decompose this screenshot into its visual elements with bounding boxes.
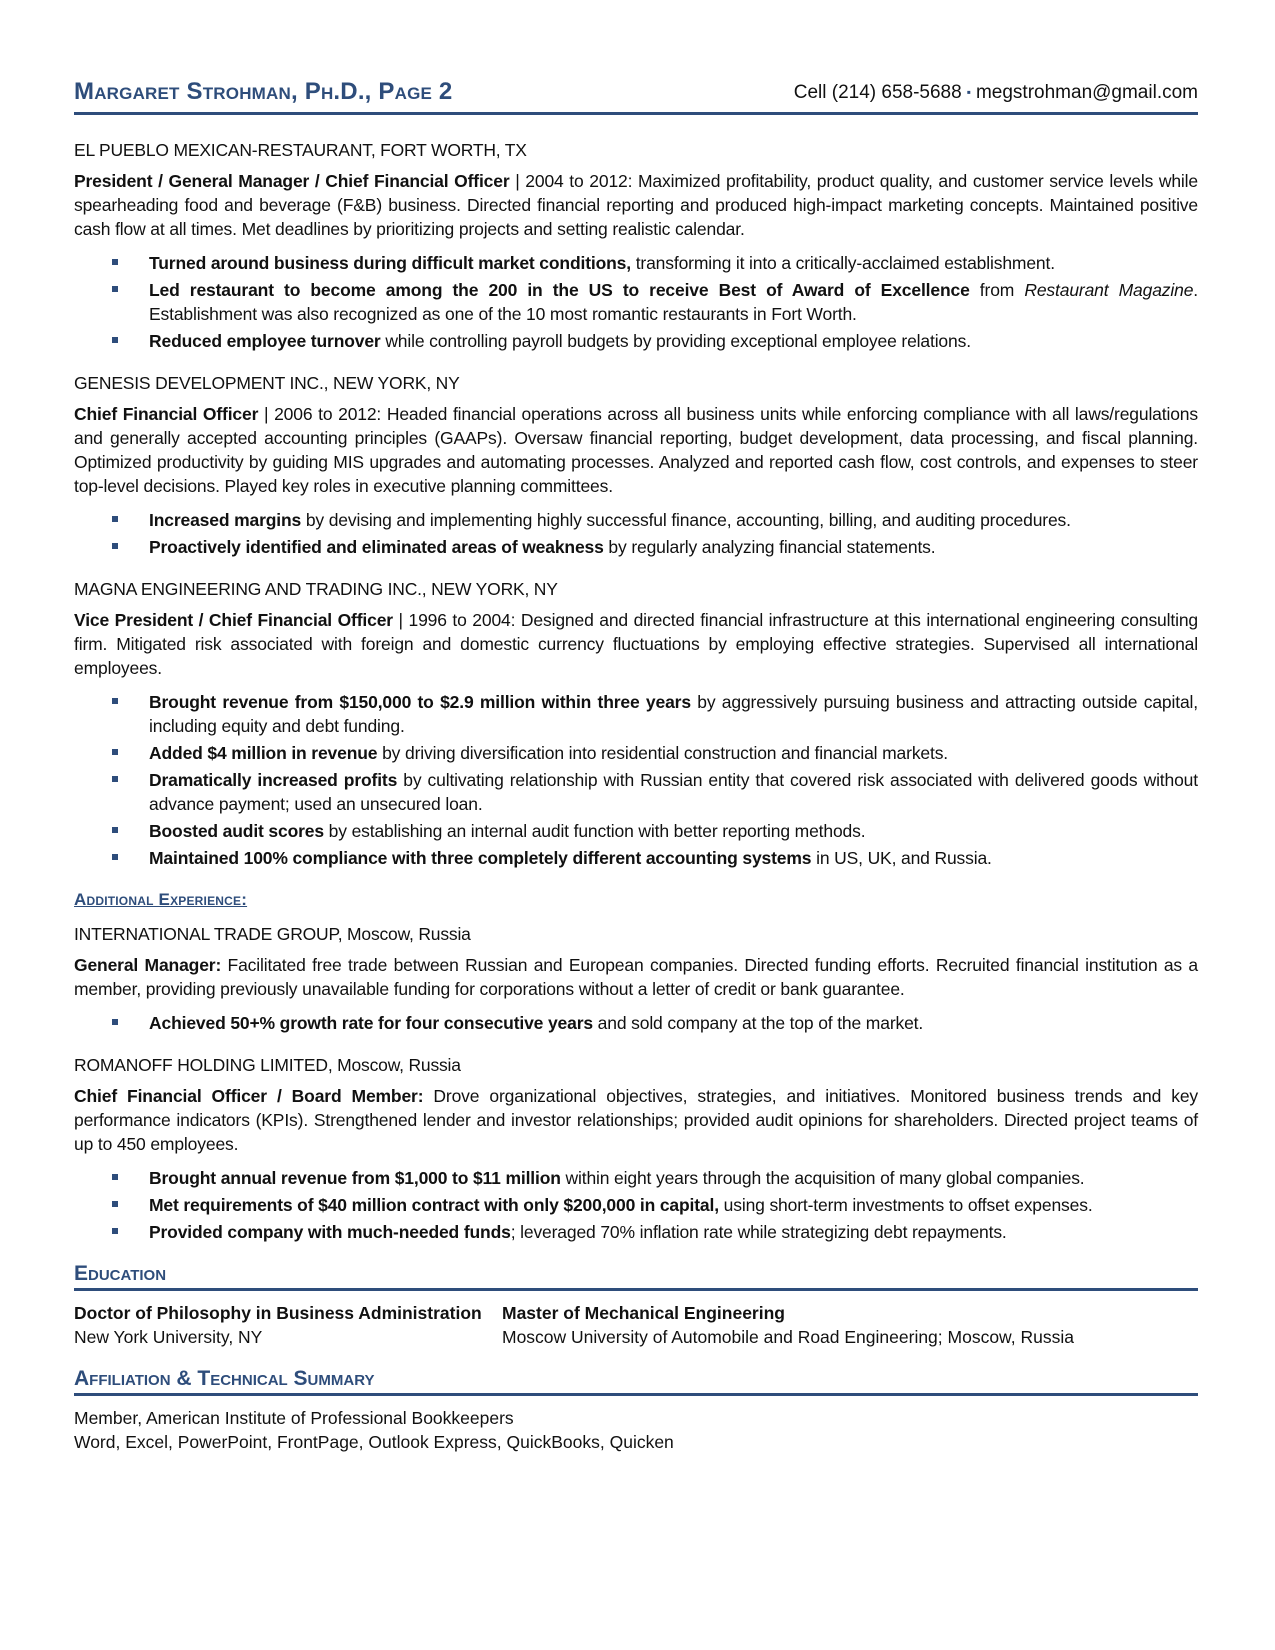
list-item: Led restaurant to become among the 200 in the US to receive Best of Award of Excellence from Restaurant Magazine. Establishment was also recognized as one of the 10 most romantic restaurants in Fort Worth. xyxy=(74,278,1198,326)
square-bullet-icon xyxy=(112,698,118,704)
square-bullet-icon xyxy=(112,286,118,292)
role-description: Vice President / Chief Financial Officer | 1996 to 2004: Designed and directed financial infrastructure at this international engineering consulting firm. Mitigated risk associated with foreign and domestic currency fluctuations by employing effective strategies. Supervised all international employees. xyxy=(74,610,1198,678)
square-bullet-icon xyxy=(112,1019,118,1025)
resume-content xyxy=(74,138,1198,1454)
section-subheading: Additional Experience: xyxy=(74,890,248,909)
list-item: Maintained 100% compliance with three completely different accounting systems in US, UK, and Russia. xyxy=(74,846,1198,870)
list-item: Added $4 million in revenue by driving diversification into residential construction and financial markets. xyxy=(74,741,1198,765)
list-item: Reduced employee turnover while controlling payroll budgets by providing exceptional employee relations. xyxy=(74,329,1198,353)
list-item: Dramatically increased profits by cultivating relationship with Russian entity that covered risk associated with delivered goods without advance payment; used an unsecured loan. xyxy=(74,768,1198,816)
email-address[interactable]: megstrohman@gmail.com xyxy=(975,82,1198,103)
achievement-list xyxy=(74,1166,1198,1244)
square-bullet-icon xyxy=(112,854,118,860)
education-list xyxy=(74,1301,1198,1349)
candidate-name: Margaret Strohman, Ph.D., Page 2 xyxy=(74,78,453,105)
additional-experience-section xyxy=(74,888,1198,1244)
experience-entry xyxy=(74,371,1198,559)
square-bullet-icon xyxy=(112,259,118,265)
experience-entry xyxy=(74,922,1198,1035)
square-bullet-icon xyxy=(112,1201,118,1207)
square-separator-icon: ▪ xyxy=(966,85,971,99)
company-name: MAGNA ENGINEERING AND TRADING INC., NEW YORK, NY xyxy=(74,579,558,599)
square-bullet-icon xyxy=(112,776,118,782)
role-summary: 2004 to 2012: Maximized profitability, product quality, and customer service levels while spearheading food and beverage (F&B) business. Directed financial reporting and produced high-impact marketing concepts. Maintained positive cash flow at all times. Met deadlines by prioritizing projects and setting realistic calendar. xyxy=(74,171,1198,239)
square-bullet-icon xyxy=(112,516,118,522)
section-title-affiliation: Affiliation & Technical Summary xyxy=(74,1367,1198,1396)
phone-number: Cell (214) 658-5688 xyxy=(793,82,962,103)
job-title: General Manager: xyxy=(74,955,222,975)
education-item xyxy=(74,1301,502,1349)
list-item: Met requirements of $40 million contract with only $200,000 in capital, using short-term investments to offset expenses. xyxy=(74,1193,1198,1217)
square-bullet-icon xyxy=(112,749,118,755)
section-title-education: Education xyxy=(74,1262,1198,1291)
education-item xyxy=(502,1301,1074,1349)
achievement-list xyxy=(74,690,1198,870)
role-description: President / General Manager / Chief Financial Officer | 2004 to 2012: Maximized profitability, product quality, and customer service levels while spearheading food and beverage (F&B) business. Directed financial reporting and produced high-impact marketing concepts. Maintained positive cash flow at all times. Met deadlines by prioritizing projects and setting realistic calendar. xyxy=(74,171,1198,239)
list-item: Achieved 50+% growth rate for four consecutive years and sold company at the top of the market. xyxy=(74,1011,1198,1035)
education-section xyxy=(74,1262,1198,1349)
achievement-list xyxy=(74,251,1198,353)
role-summary: Facilitated free trade between Russian and European companies. Directed funding efforts. Recruited financial institution as a member, providing previously unavailable funding for corporations without a letter of credit or bank guarantee. xyxy=(74,955,1198,999)
job-title: Vice President / Chief Financial Officer xyxy=(74,610,393,630)
achievement-list xyxy=(74,508,1198,559)
affiliation-line: Member, American Institute of Professional Bookkeepers xyxy=(74,1408,514,1428)
role-summary: 1996 to 2004: Designed and directed financial infrastructure at this international engineering consulting firm. Mitigated risk associated with foreign and domestic currency fluctuations by employing effective strategies. Supervised all international employees. xyxy=(74,610,1198,678)
list-item: Boosted audit scores by establishing an internal audit function with better reporting methods. xyxy=(74,819,1198,843)
square-bullet-icon xyxy=(112,337,118,343)
job-title: President / General Manager / Chief Financial Officer xyxy=(74,171,510,191)
job-title: Chief Financial Officer xyxy=(74,404,259,424)
job-title: Chief Financial Officer / Board Member: xyxy=(74,1086,424,1106)
technical-skills-line: Word, Excel, PowerPoint, FrontPage, Outlook Express, QuickBooks, Quicken xyxy=(74,1432,674,1452)
company-name: ROMANOFF HOLDING LIMITED, Moscow, Russia xyxy=(74,1055,461,1075)
company-name: INTERNATIONAL TRADE GROUP, Moscow, Russia xyxy=(74,924,471,944)
degree-name: Master of Mechanical Engineering xyxy=(502,1303,785,1323)
list-item: Increased margins by devising and implementing highly successful finance, accounting, billing, and auditing procedures. xyxy=(74,508,1198,532)
page-header xyxy=(74,76,1198,115)
square-bullet-icon xyxy=(112,827,118,833)
company-name: EL PUEBLO MEXICAN-RESTAURANT, FORT WORTH, TX xyxy=(74,140,527,160)
list-item: Turned around business during difficult market conditions, transforming it into a critically-acclaimed establishment. xyxy=(74,251,1198,275)
square-bullet-icon xyxy=(112,1228,118,1234)
achievement-list xyxy=(74,1011,1198,1035)
experience-entry xyxy=(74,138,1198,353)
role-description xyxy=(74,953,1198,1001)
role-summary: Drove organizational objectives, strategies, and initiatives. Monitored business trends and key performance indicators (KPIs). Strengthened lender and investor relationships; provided audit opinions for shareholders. Directed project teams of up to 450 employees. xyxy=(74,1086,1198,1154)
experience-entry xyxy=(74,1053,1198,1244)
list-item: Brought revenue from $150,000 to $2.9 million within three years by aggressively pursuing business and attracting outside capital, including equity and debt funding. xyxy=(74,690,1198,738)
role-description xyxy=(74,1084,1198,1156)
square-bullet-icon xyxy=(112,1174,118,1180)
school-name: Moscow University of Automobile and Road Engineering; Moscow, Russia xyxy=(502,1327,1074,1347)
list-item: Brought annual revenue from $1,000 to $11 million within eight years through the acquisition of many global companies. xyxy=(74,1166,1198,1190)
experience-entry xyxy=(74,577,1198,870)
degree-name: Doctor of Philosophy in Business Administration xyxy=(74,1303,482,1323)
company-name: GENESIS DEVELOPMENT INC., NEW YORK, NY xyxy=(74,373,460,393)
school-name: New York University, NY xyxy=(74,1327,263,1347)
contact-info xyxy=(794,82,1198,104)
role-summary: 2006 to 2012: Headed financial operations across all business units while enforcing compliance with all laws/regulations and generally accepted accounting principles (GAAPs). Oversaw financial reporting, budget development, data processing, and fiscal planning. Optimized productivity by guiding MIS upgrades and automating processes. Analyzed and reported cash flow, cost controls, and expenses to steer top-level decisions. Played key roles in executive planning committees. xyxy=(74,404,1198,496)
affiliation-section xyxy=(74,1367,1198,1454)
square-bullet-icon xyxy=(112,543,118,549)
publication-name: Restaurant Magazine xyxy=(1024,280,1194,300)
role-description: Chief Financial Officer | 2006 to 2012: Headed financial operations across all business units while enforcing compliance with all laws/regulations and generally accepted accounting principles (GAAPs). Oversaw financial reporting, budget development, data processing, and fiscal planning. Optimized productivity by guiding MIS upgrades and automating processes. Analyzed and reported cash flow, cost controls, and expenses to steer top-level decisions. Played key roles in executive planning committees. xyxy=(74,404,1198,496)
list-item: Provided company with much-needed funds; leveraged 70% inflation rate while strategizing debt repayments. xyxy=(74,1220,1198,1244)
list-item: Proactively identified and eliminated areas of weakness by regularly analyzing financial statements. xyxy=(74,535,1198,559)
